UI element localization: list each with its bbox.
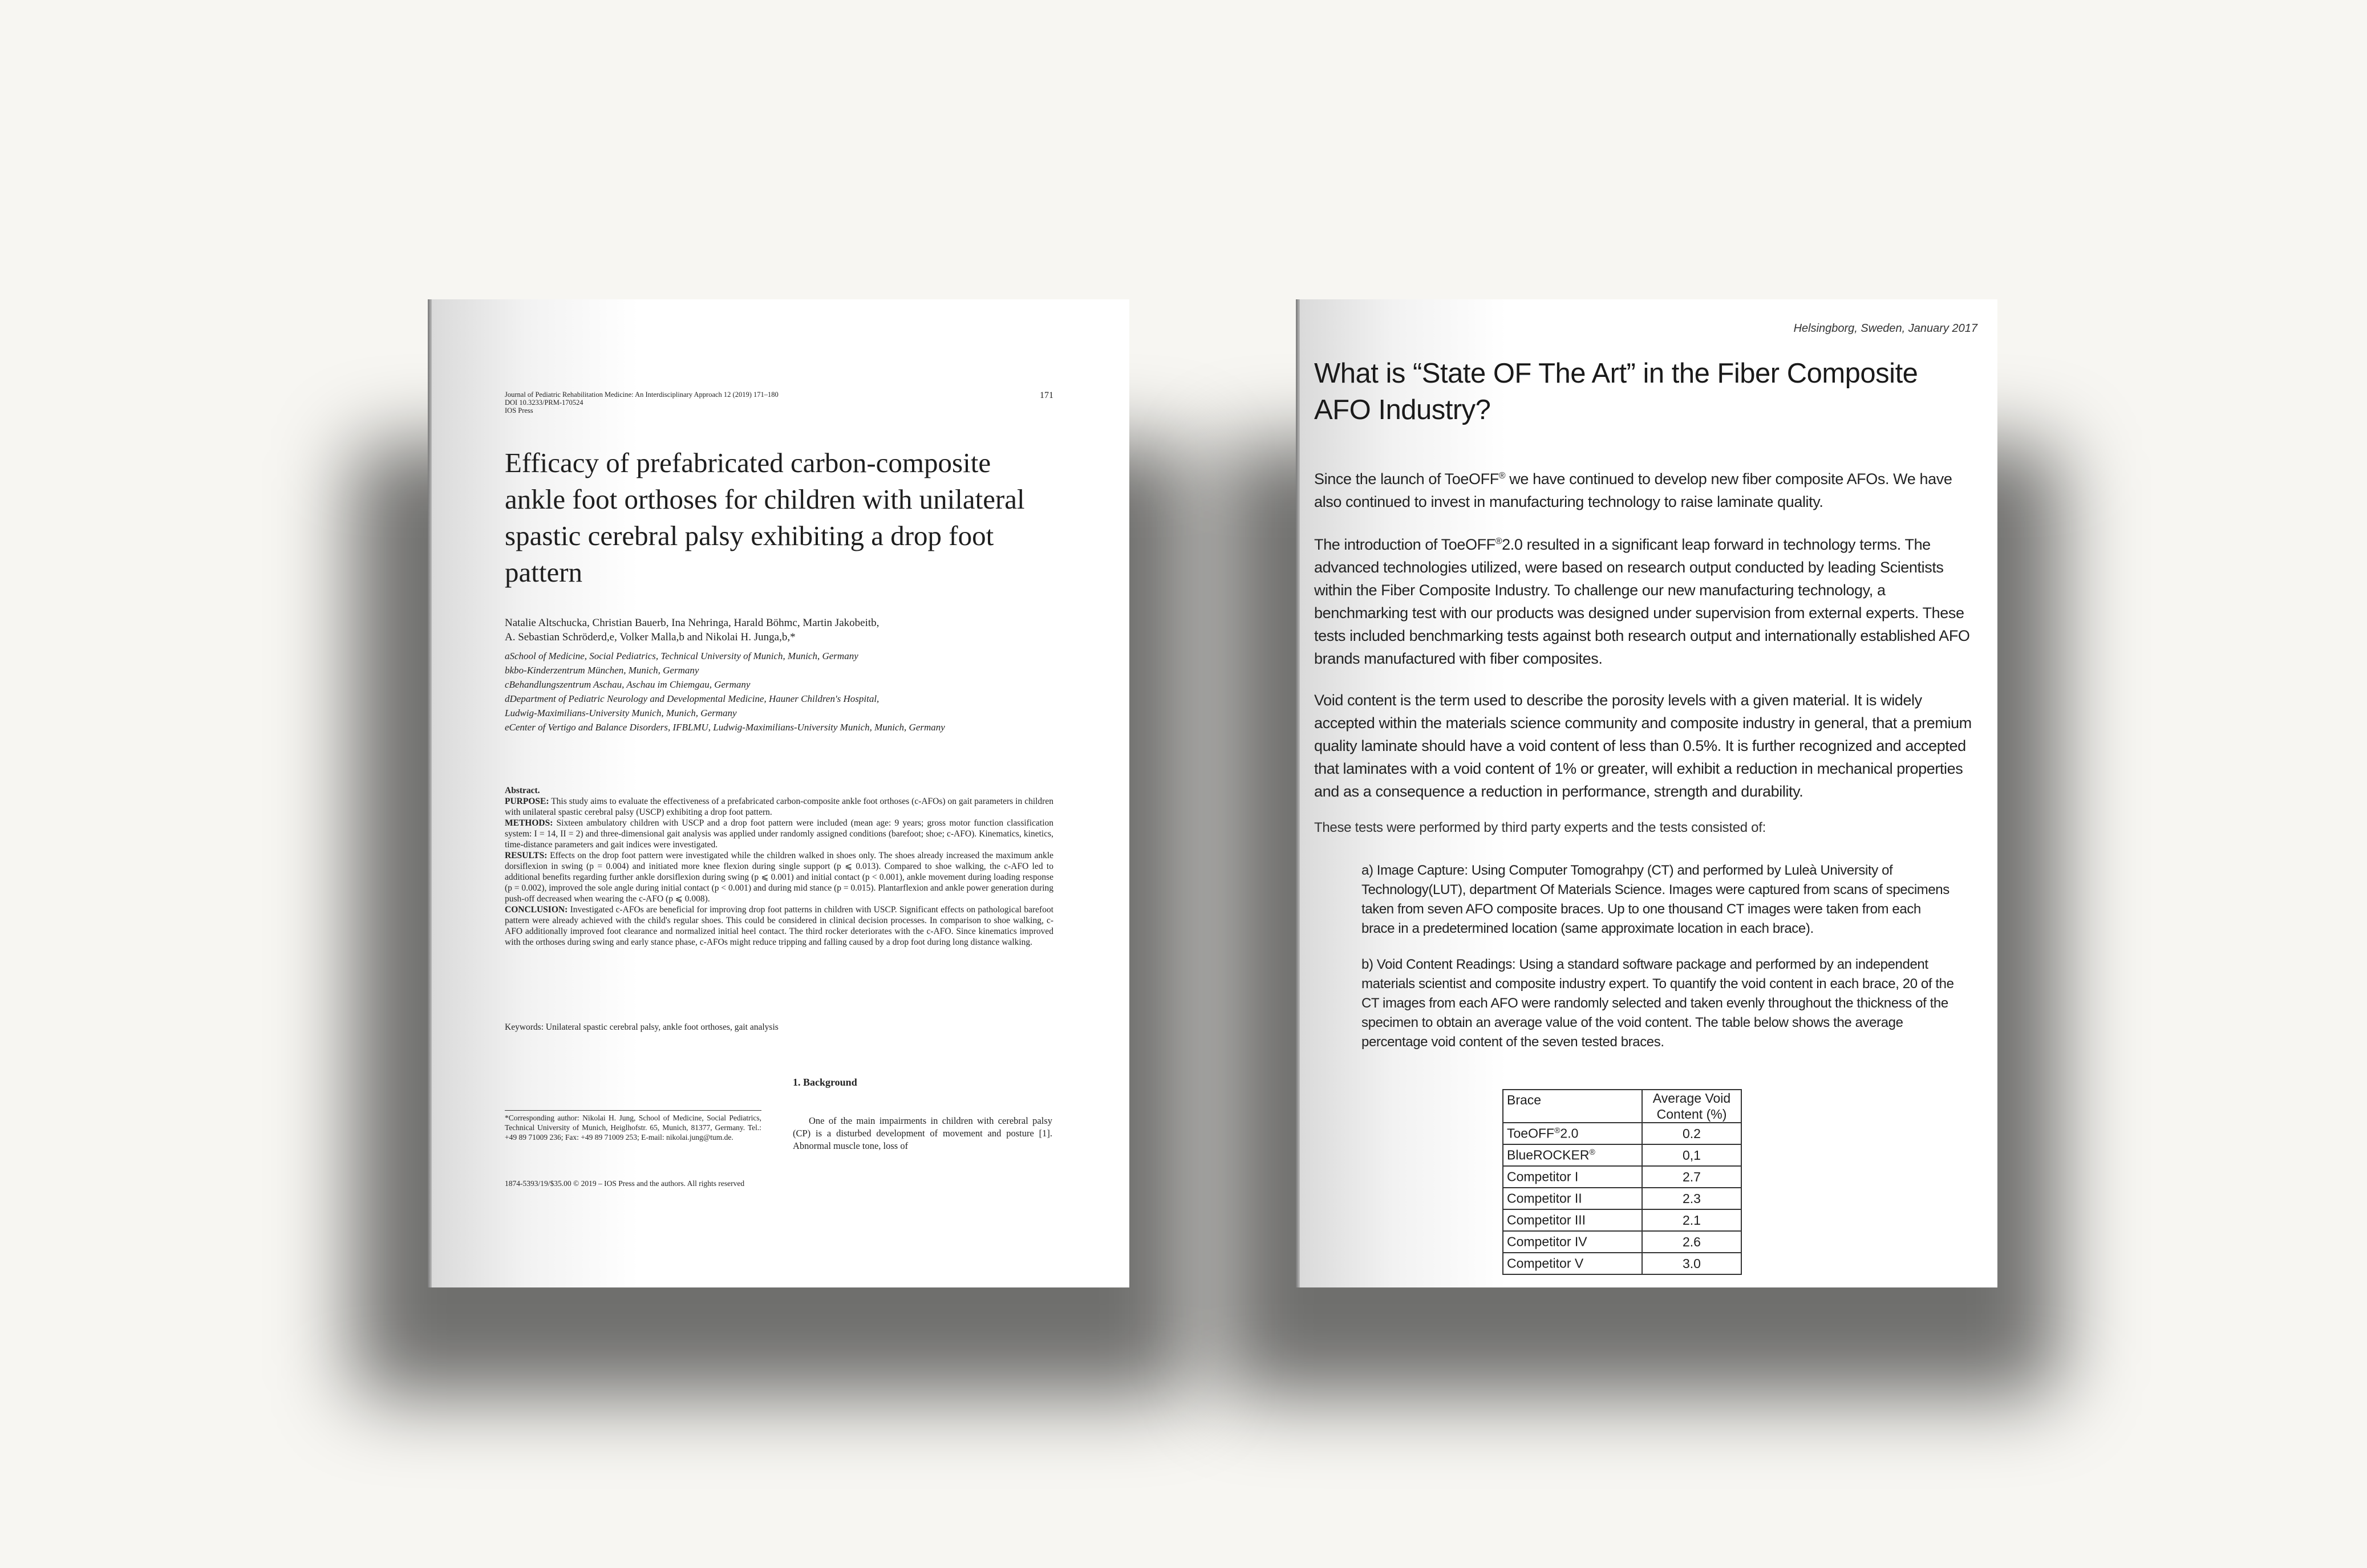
table-row bbox=[1503, 1253, 1741, 1274]
conclusion-label: CONCLUSION: bbox=[505, 905, 568, 915]
document-title bbox=[1314, 355, 1970, 428]
abstract-conclusion bbox=[505, 904, 1053, 948]
affiliation: cBehandlungszentrum Aschau, Aschau im Chiemgau, Germany bbox=[505, 679, 751, 690]
column-header-line: Content (%) bbox=[1656, 1107, 1727, 1122]
affiliation: bkbo-Kinderzentrum München, Munich, Germany bbox=[505, 665, 699, 676]
affiliation: aSchool of Medicine, Social Pediatrics, Technical University of Munich, Munich, Germany bbox=[505, 651, 858, 661]
tests-intro: These tests were performed by third party experts and the tests consisted of: bbox=[1314, 820, 1766, 835]
title-line-2: AFO Industry? bbox=[1314, 395, 1491, 425]
test-item-void-readings: b) Void Content Readings: Using a standard software package and performed by an independent materials scientist and composite industry expert. To quantify the void content in each brace, 20 of the CT images from each AFO were randomly selected and taken evenly throughout the thickness of the specimen to obtain an average value of the void content. The table below shows the average percentage void content of the seven tested braces. bbox=[1361, 957, 1954, 1050]
test-item-image-capture: a) Image Capture: Using Computer Tomograhpy (CT) and performed by Luleà University of Technology(LUT), department Of Materials Science. Images were captured from scans of specimens taken from seven AFO composite braces. Up to one thousand CT images were taken from each brace in a predetermined location (same approximate location in each brace). bbox=[1361, 863, 1949, 936]
brace-name: Competitor I bbox=[1503, 1166, 1642, 1188]
table-header-row bbox=[1503, 1090, 1741, 1123]
brace-name: Competitor II bbox=[1503, 1188, 1642, 1209]
paragraph-toeoff bbox=[1314, 530, 1976, 670]
page-number: 171 bbox=[1040, 391, 1053, 400]
methods-text: Sixteen ambulatory children with USCP and a drop foot pattern were included (mean age: 9 years; gross motor function classification system: I = 14, II = 2) and three-dimensional gait analysis was applied under randomly assigned conditions (barefoot; shoe; c-AFO). Kinematics, kinetics, time-distance parameters and gait indices were investigated. bbox=[505, 818, 1054, 850]
brace-name: Competitor V bbox=[1503, 1253, 1642, 1274]
conclusion-text: Investigated c-AFOs are beneficial for improving drop foot patterns in children with USCP. Significant effects on pathological barefoot pattern were already achieved with the child's regular shoes. This could be considered in clinical decision processes. In comparison to shoe walking, c-AFO additionally improved foot clearance and normalized initial heel contact. The third rocker deteriorates with the c-AFO. Since kinematics improved with the orthoses during swing and early stance phase, c-AFOs might reduce tripping and falling caused by a drop foot during long distance walking. bbox=[505, 905, 1054, 947]
results-text: Effects on the drop foot pattern were investigated while the children walked in shoes only. The shoes already increased the maximum ankle dorsiflexion in swing (p = 0.004) and initiated more knee flexion during single support (p ⩽ 0.013). Compared to shoe walking, the c-AFO led to additional benefits regarding further ankle dorsiflexion during swing (p ⩽ 0.001) and initial contact (p < 0.001), ankle movement during loading response (p = 0.002), improved the sole angle during initial contact (p < 0.001) and during mid stance (p = 0.015). Plantarflexion and ankle power generation during push-off decreased when wearing the c-AFO (p ⩽ 0.008). bbox=[505, 851, 1054, 904]
methods-label: METHODS: bbox=[505, 818, 553, 828]
brace-name: ToeOFF®2.0 bbox=[1503, 1123, 1642, 1144]
void-value: 2.6 bbox=[1642, 1231, 1741, 1253]
footnote-divider bbox=[505, 1110, 761, 1111]
purpose-label: PURPOSE: bbox=[505, 797, 549, 806]
affiliation: Ludwig-Maximilians-University Munich, Munich, Germany bbox=[505, 708, 737, 718]
brace-name: Competitor IV bbox=[1503, 1231, 1642, 1253]
purpose-text: This study aims to evaluate the effectiveness of a prefabricated carbon-composite ankle foot orthoses (c-AFOs) on gait parameters in children with unilateral spastic cerebral palsy (USCP) exhibiting a drop foot pattern. bbox=[505, 797, 1053, 817]
corresponding-author-footnote: *Corresponding author: Nikolai H. Jung, School of Medicine, Social Pediatrics, Technical University of Munich, Heiglhofstr. 65, Munich, 81377, Germany. Tel.: +49 89 71009 236; Fax: +49 89 71009 253; E-mail: nikolai.jung@tum.de. bbox=[505, 1114, 761, 1142]
table-row bbox=[1503, 1209, 1741, 1231]
column-header-void-content bbox=[1642, 1090, 1741, 1123]
article-title: Efficacy of prefabricated carbon-composite ankle foot orthoses for children with unilateral spastic cerebral palsy exhibiting a drop foot pattern bbox=[505, 447, 1025, 588]
para2-text-b: 2.0 resulted in a significant leap forward in technology terms. The advanced technologies utilized, were based on research output conducted by leading Scientists within the Fiber Composite Industry. To challenge our new manufacturing technology, a benchmarking test with our products was designed under supervision from external experts. These tests included benchmarking tests against both research output and internationally established AFO brands manufactured with fiber composites. bbox=[1314, 536, 1970, 667]
authors-line-1: Natalie Altschucka, Christian Bauerb, Ina Nehringa, Harald Böhmc, Martin Jakobeitb, bbox=[505, 617, 879, 629]
void-value: 2.1 bbox=[1642, 1209, 1741, 1231]
para1-text-a: Since the launch of ToeOFF bbox=[1314, 470, 1499, 488]
abstract-purpose bbox=[505, 796, 1053, 818]
dateline: Helsingborg, Sweden, January 2017 bbox=[1793, 322, 1977, 335]
authors-line-2: A. Sebastian Schröderd,e, Volker Malla,b and Nikolai H. Junga,b,* bbox=[505, 631, 796, 643]
void-value: 2.7 bbox=[1642, 1166, 1741, 1188]
table-row bbox=[1503, 1166, 1741, 1188]
results-label: RESULTS: bbox=[505, 851, 548, 860]
registered-mark: ® bbox=[1498, 471, 1506, 481]
table-row bbox=[1503, 1144, 1741, 1166]
affiliation: eCenter of Vertigo and Balance Disorders, IFBLMU, Ludwig-Maximilians-University Munich, Munich, Germany bbox=[505, 722, 945, 733]
table-row bbox=[1503, 1123, 1741, 1144]
abstract-heading: Abstract. bbox=[505, 786, 540, 795]
paragraph-intro bbox=[1314, 465, 1976, 513]
void-value: 0.2 bbox=[1642, 1123, 1741, 1144]
section-heading: 1. Background bbox=[793, 1077, 857, 1088]
column-header-line: Average Void bbox=[1652, 1091, 1731, 1106]
journal-doi: DOI 10.3233/PRM-170524 bbox=[505, 399, 583, 407]
affiliation-list bbox=[505, 649, 1075, 734]
copyright-line: 1874-5393/19/$35.00 © 2019 – IOS Press and the authors. All rights reserved bbox=[505, 1179, 745, 1188]
keywords: Keywords: Unilateral spastic cerebral palsy, ankle foot orthoses, gait analysis bbox=[505, 1022, 779, 1032]
title-line-1: What is “State OF The Art” in the Fiber Composite bbox=[1314, 358, 1918, 389]
journal-header bbox=[505, 391, 824, 415]
registered-mark: ® bbox=[1495, 537, 1502, 546]
void-value: 0,1 bbox=[1642, 1144, 1741, 1166]
table-row bbox=[1503, 1188, 1741, 1209]
paragraph-void-content: Void content is the term used to describe the porosity levels with a given material. It is widely accepted within the materials science community and composite industry in general, that a premium quality laminate should have a void content of less than 0.5%. It is further recognized and accepted that laminates with a void content of 1% or greater, will exhibit a reduction in mechanical properties and as a consequence a reduction in performance, strength and durability. bbox=[1314, 692, 1972, 800]
company-document-page bbox=[1296, 299, 1997, 1287]
journal-article-page bbox=[428, 299, 1129, 1287]
body-text bbox=[793, 1115, 1052, 1152]
body-paragraph: One of the main impairments in children with cerebral palsy (CP) is a disturbed development of movement and posture [1]. Abnormal muscle tone, loss of bbox=[793, 1115, 1052, 1151]
para2-text-a: The introduction of ToeOFF bbox=[1314, 536, 1495, 553]
void-value: 2.3 bbox=[1642, 1188, 1741, 1209]
abstract-results bbox=[505, 850, 1053, 904]
void-content-table bbox=[1502, 1089, 1742, 1275]
para1-text-b: we have continued to develop new fiber composite AFOs. We have also continued to invest in manufacturing technology to raise laminate quality. bbox=[1314, 470, 1952, 510]
table-row bbox=[1503, 1231, 1741, 1253]
journal-citation: Journal of Pediatric Rehabilitation Medicine: An Interdisciplinary Approach 12 (2019) 171–180 bbox=[505, 391, 779, 399]
brace-name: Competitor III bbox=[1503, 1209, 1642, 1231]
author-list bbox=[505, 616, 1075, 644]
column-header-brace: Brace bbox=[1503, 1090, 1642, 1123]
brace-name: BlueROCKER® bbox=[1503, 1144, 1642, 1166]
journal-publisher: IOS Press bbox=[505, 407, 533, 415]
affiliation: dDepartment of Pediatric Neurology and Developmental Medicine, Hauner Children's Hospital, bbox=[505, 693, 879, 704]
abstract bbox=[505, 785, 1053, 948]
abstract-methods bbox=[505, 818, 1053, 850]
void-value: 3.0 bbox=[1642, 1253, 1741, 1274]
